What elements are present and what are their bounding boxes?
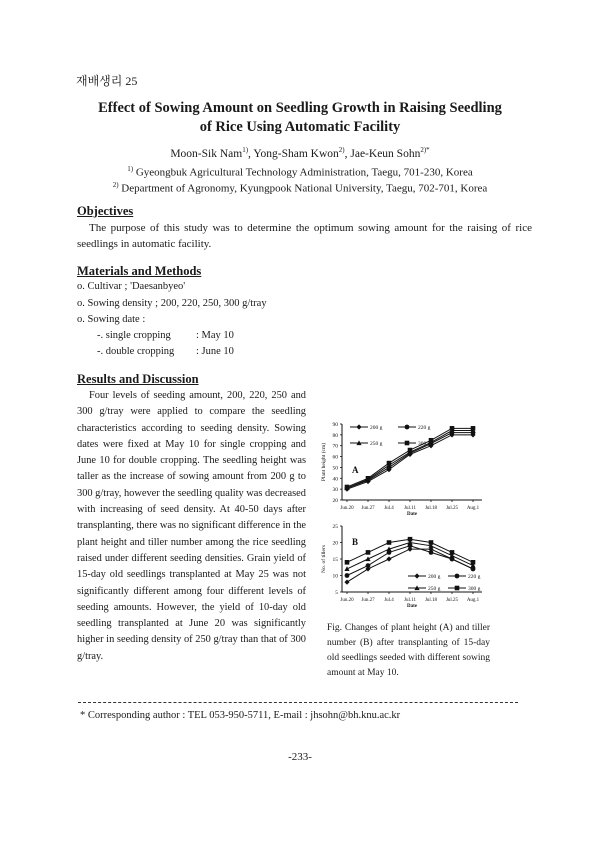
panel-b-ylabel: No. of tillers xyxy=(321,545,327,573)
panel-a-xtick-label: Jul.11 xyxy=(404,506,416,511)
panel-a-series-3-point xyxy=(345,485,350,490)
session-header: 재배생리 25 xyxy=(76,74,138,88)
panel-b-legend-0-marker xyxy=(414,573,419,578)
methods-heading: Materials and Methods xyxy=(77,264,202,278)
methods-subitem-single xyxy=(97,330,277,341)
author-3: Jae-Keun Sohn xyxy=(350,147,421,160)
panel-a-legend-3-marker xyxy=(405,441,410,446)
panel-b-ytick-label: 10 xyxy=(332,573,338,580)
chart-panel-b xyxy=(320,524,482,609)
panel-b-series-3-point xyxy=(387,540,392,545)
panel-a-series-3-point xyxy=(408,448,413,453)
title-line-2: of Rice Using Automatic Facility xyxy=(199,119,401,135)
panel-b-series-1-point xyxy=(345,573,350,578)
affiliation-1-text: Gyeongbuk Agricultural Technology Administration, Taegu, 701-230, Korea xyxy=(135,166,473,179)
page-number: -233- xyxy=(288,751,312,763)
panel-a-xtick-label: Jul.25 xyxy=(445,506,459,511)
chart-panel-a xyxy=(320,422,482,517)
panel-a-series-3-point xyxy=(450,426,455,431)
author-2: Yong-Sham Kwon xyxy=(253,147,339,160)
panel-a-xtick-label: Aug.1 xyxy=(466,506,480,511)
title-line-1: Effect of Sowing Amount on Seedling Growth in Raising Seedling xyxy=(98,100,502,116)
panel-a-ytick-label: 70 xyxy=(332,443,338,450)
figure-charts xyxy=(312,418,498,618)
results-text: Four levels of seeding amount, 200, 220, 250 and 300 g/tray were applied to compare the seedling characteristics according to seeding density. Sowing dates were fixed at May 10 for single cropping and June 10 for double cropping. The seedling height was taller as the increase of sowing amount from 200 g to 300 g/tray, however the seedling quality was decreased with increasing of seed density. At 40-50 days after transplanting, there was no significant difference in the plant height and tiller number among the rice seedling raised under different seeding densities. Grain yield of 15-day old seedlings transplanted at May 25 was not significantly different among four different levels of seeding amounts. However, the yield of 10-day old seedling transplanted at June 20 was significantly higher in seeding density of 250 g/tray than that of 300 g/tray. xyxy=(77,390,306,662)
panel-a-ytick-label: 60 xyxy=(332,454,338,461)
panel-b-legend-2-label: 250 g xyxy=(428,586,441,592)
subitem-double-label: -. double cropping xyxy=(97,346,175,357)
panel-a-xtick-label: Jun.27 xyxy=(361,506,375,511)
panel-b-xtick-label: Jun.20 xyxy=(340,598,354,603)
footnote: * Corresponding author : TEL 053-950-5711, E-mail : jhsohn@bh.knu.ac.kr xyxy=(80,710,401,721)
panel-a-xtick-label: Jul.18 xyxy=(424,506,438,511)
panel-a-legend-0-label: 200 g xyxy=(370,425,383,431)
panel-b-ytick-label: 25 xyxy=(332,524,338,530)
results-heading: Results and Discussion xyxy=(77,372,199,386)
methods-item-date: o. Sowing date : xyxy=(77,314,146,325)
panel-a-xlabel: Date xyxy=(407,512,417,517)
panel-a-ytick-label: 20 xyxy=(332,498,338,504)
panel-b-xtick-label: Aug.1 xyxy=(466,598,480,603)
author-2-sup: 2) xyxy=(338,146,345,154)
panel-a-legend-3-label: 300 g xyxy=(418,441,431,447)
affiliation-1 xyxy=(60,165,540,179)
panel-b-legend-0-label: 200 g xyxy=(428,574,441,580)
panel-b-ytick-label: 20 xyxy=(332,540,338,547)
panel-a-xtick-label: Jul.4 xyxy=(384,506,394,511)
panel-a-legend-2-label: 250 g xyxy=(370,441,383,447)
panel-b-xtick-label: Jul.18 xyxy=(424,598,438,603)
authors: Moon-Sik Nam$^{1)}$, Yong-Sham Kwon$^{2)}$, Jae-Keun Sohn$^{2)*}$ xyxy=(170,146,430,160)
affiliation-2-text: Department of Agronomy, Kyungpook National University, Taegu, 702-701, Korea xyxy=(121,182,488,195)
panel-b-xtick-label: Jun.27 xyxy=(361,598,375,603)
panel-b-legend-3-marker xyxy=(455,586,460,591)
panel-b-series-1-point xyxy=(366,563,371,568)
subitem-double-value: : June 10 xyxy=(196,346,234,357)
panel-b-series-3-point xyxy=(450,550,455,555)
panel-b-xlabel: Date xyxy=(407,604,417,609)
affiliation-2 xyxy=(60,181,540,195)
panel-b-legend-3-label: 300 g xyxy=(468,586,481,592)
panel-b-series-2-point xyxy=(365,556,370,561)
subitem-single-label: -. single cropping xyxy=(97,330,171,341)
author-1: Moon-Sik Nam xyxy=(170,147,243,160)
panel-a-series-3-point xyxy=(366,476,371,481)
panel-b-xtick-label: Jul.25 xyxy=(445,598,459,603)
panel-b-xtick-label: Jul.11 xyxy=(404,598,416,603)
affiliation-1-sup: 1) xyxy=(127,165,134,173)
panel-b-legend-1-marker xyxy=(455,574,460,579)
paper-title xyxy=(60,99,540,137)
panel-b-legend-1-label: 220 g xyxy=(468,574,481,580)
panel-b-letter: B xyxy=(352,537,359,547)
panel-b-xtick-label: Jul.4 xyxy=(384,598,394,603)
panel-a-ylabel: Plant height (cm) xyxy=(321,442,327,482)
panel-b-series-0-point xyxy=(386,556,391,561)
panel-a-ytick-label: 30 xyxy=(332,487,338,494)
panel-a-ytick-label: 80 xyxy=(332,432,338,439)
panel-b-series-3-point xyxy=(408,537,413,542)
panel-a-letter: A xyxy=(352,465,359,475)
panel-a-ytick-label: 90 xyxy=(332,422,338,428)
panel-a-series-3-point xyxy=(471,426,476,431)
panel-a-ytick-label: 40 xyxy=(332,476,338,483)
panel-b-series-3-point xyxy=(429,540,434,545)
panel-a-xtick-label: Jun.20 xyxy=(340,506,354,511)
panel-b-ytick-label: 5 xyxy=(335,590,338,596)
panel-a-legend-1-marker xyxy=(405,425,410,430)
methods-subitem-double xyxy=(97,346,277,357)
methods-item-density: o. Sowing density ; 200, 220, 250, 300 g/tray xyxy=(77,298,267,309)
panel-a-ytick-label: 50 xyxy=(332,465,338,472)
panel-b-series-2-point xyxy=(344,566,349,571)
author-1-sup: 1) xyxy=(242,146,249,154)
panel-b-ytick-label: 15 xyxy=(332,557,338,563)
objectives-text: The purpose of this study was to determine the optimum sowing amount for the raising of rice seedlings in automatic facility. xyxy=(77,222,532,251)
panel-a-legend-1-label: 220 g xyxy=(418,425,431,431)
panel-b-series-3-point xyxy=(366,550,371,555)
objectives-heading: Objectives xyxy=(77,204,134,218)
panel-b-series-0-point xyxy=(344,580,349,585)
panel-a-legend-0-marker xyxy=(356,424,361,429)
methods-item-cultivar: o. Cultivar ; 'Daesanbyeo' xyxy=(77,281,186,292)
author-3-sup: 2)* xyxy=(420,146,430,154)
panel-b-series-3-point xyxy=(345,560,350,565)
figure-caption: Fig. Changes of plant height (A) and tiller number (B) after transplanting of 15-day old seedlings seeded with different sowing amount at May 10. xyxy=(327,623,490,678)
panel-b-series-1-point xyxy=(429,550,434,555)
subitem-single-value: : May 10 xyxy=(196,330,234,341)
affiliation-2-sup: 2) xyxy=(112,181,119,189)
footnote-divider xyxy=(78,702,518,703)
panel-a-series-3-point xyxy=(387,461,392,466)
panel-b-series-3-point xyxy=(471,560,476,565)
